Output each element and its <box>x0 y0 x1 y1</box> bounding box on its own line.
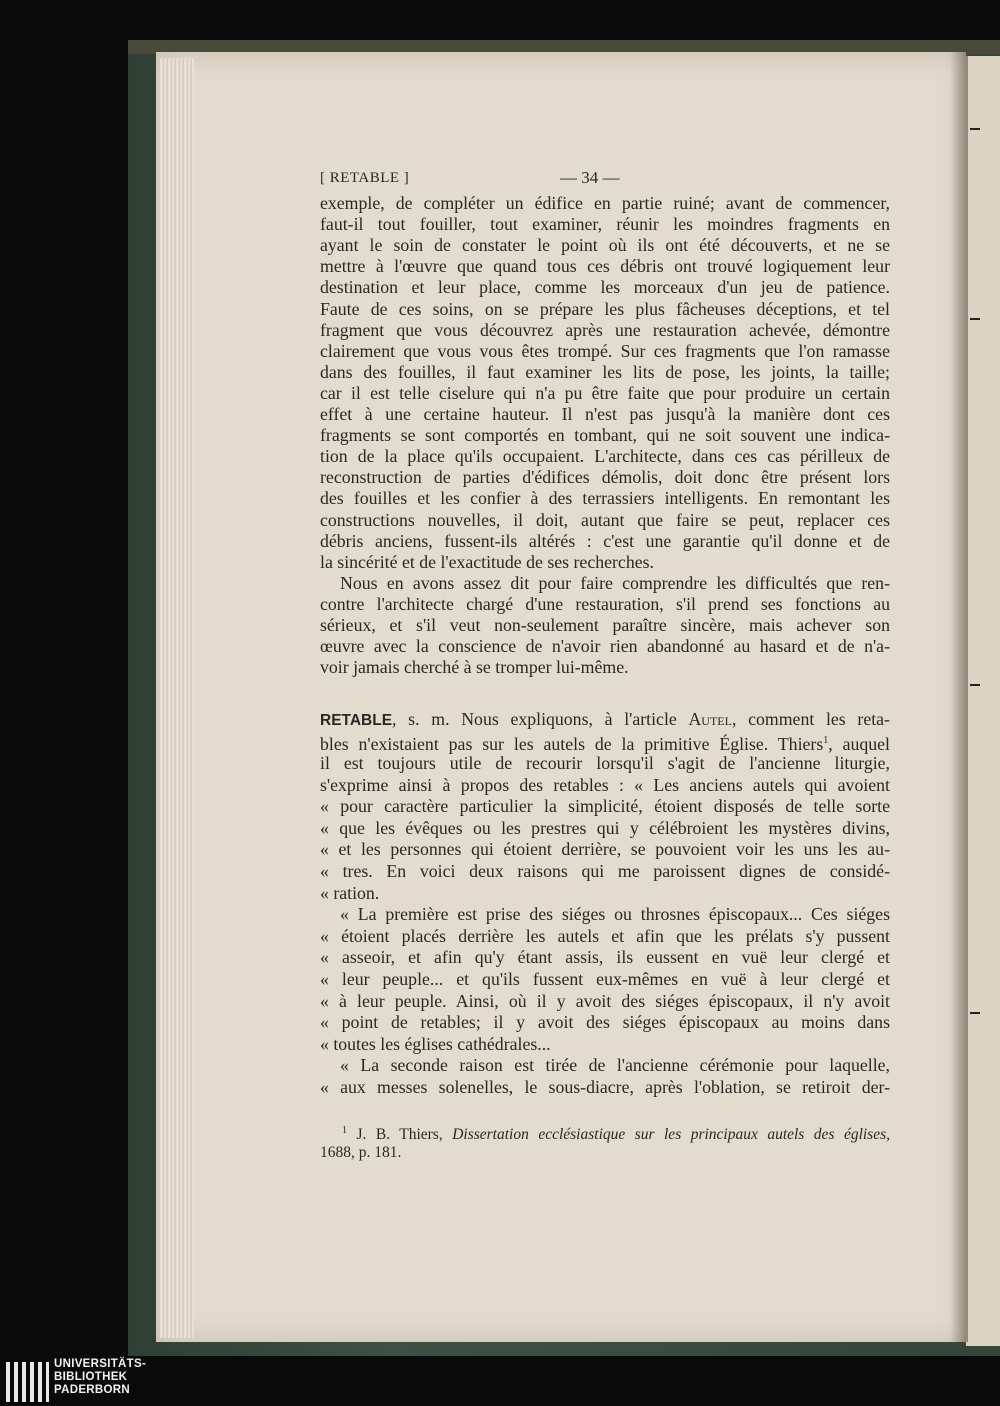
page-number: — 34 — <box>560 168 620 187</box>
text-line: « et les personnes qui étoient derrière, se pouvoient voir les uns les au- <box>320 839 890 860</box>
text-line: destination et leur place, comme les morceaux d'un jeu de patience. <box>320 277 890 298</box>
facing-page <box>966 56 1000 1346</box>
text-line: des fouilles et les confier à des terrassiers intelligents. En remontant les <box>320 488 890 509</box>
text-line: sérieux, et s'il veut non-seulement paraître sincère, mais achever son <box>320 615 890 635</box>
text-line: « ration. <box>320 882 380 903</box>
text-line: Faute de ces soins, on se prépare les plus fâcheuses déceptions, et tel <box>320 298 890 319</box>
text-line: « pour caractère particulier la simplicité, étoient disposés de telle sorte <box>320 796 890 817</box>
logo-line-2: BIBLIOTHEK <box>54 1371 128 1383</box>
logo-text <box>54 1358 146 1397</box>
text-line: effet à une certaine hauteur. Il n'est pas jusqu'à la manière dont ces <box>320 404 890 424</box>
text-line: « tres. En voici deux raisons qui me paroissent dignes de considé- <box>320 861 890 881</box>
text-line: dans des fouilles, il faut examiner les lits de pose, les joints, la taille; <box>320 361 890 382</box>
text-line: reconstruction de parties d'édifices démolis, doit donc être présent lors <box>320 467 890 488</box>
text-line: la sincérité et de l'exactitude de ses recherches. <box>320 551 654 572</box>
entry-text: , auquel <box>828 733 890 754</box>
text-line: fragment que vous découvrez après une restauration achevée, démontre <box>320 319 890 340</box>
entry-text: , s. m. Nous expliquons, à l'article <box>392 709 689 729</box>
text-line: contre l'architecte chargé d'une restauration, s'il prend ses fonctions au <box>320 593 890 614</box>
text-line: « leur peuple... et qu'ils fussent eux-mêmes en vuë à leur clergé et <box>320 969 890 989</box>
text-line: exemple, de compléter un édifice en partie ruiné; avant de commencer, <box>320 193 890 213</box>
text-line: s'exprime ainsi à propos des retables : « Les anciens autels qui avoient <box>320 774 890 795</box>
text-line: « que les évêques ou les prestres qui y célébroient les mystères divins, <box>320 817 890 838</box>
gutter-shadow <box>950 52 968 1342</box>
text-line: ayant le soin de constater le point où ils ont été découverts, et ne se <box>320 235 890 256</box>
logo-bars-icon <box>6 1362 50 1402</box>
entry-second-line <box>320 730 890 752</box>
entry-text: , comment les reta- <box>731 709 890 729</box>
text-line: débris anciens, fussent-ils altérés : c'est une garantie qu'il donne et de <box>320 530 890 551</box>
library-logo <box>0 1356 1000 1406</box>
text-line: Nous en avons assez dit pour faire comprendre les difficultés que ren- <box>340 572 890 593</box>
cross-reference[interactable]: Autel <box>688 709 732 729</box>
logo-line-3: PADERBORN <box>54 1384 130 1396</box>
text-line: tion de la place qu'ils occupaient. L'architecte, dans ces cas périlleux de <box>320 446 890 467</box>
text-line: car il est telle ciselure qui n'a pu être faite que pour produire un certain <box>320 382 890 403</box>
footnote-marker: 1 <box>342 1125 347 1136</box>
text-line: voir jamais cherché à se tromper lui-même. <box>320 657 629 678</box>
entry-headword: RETABLE <box>320 712 393 729</box>
text-line: faut-il tout fouiller, tout examiner, réunir les moindres fragments en <box>320 214 890 235</box>
text-line: « à leur peuple. Ainsi, où il y avoit des siéges épiscopaux, il n'y avoit <box>320 990 890 1011</box>
page-edges <box>160 58 194 1338</box>
text-line: « La première est prise des siéges ou throsnes épiscopaux... Ces siéges <box>340 904 890 925</box>
entry-first-line <box>320 708 890 730</box>
text-line: fragments se sont comportés en tombant, qui ne soit souvent une indica- <box>320 425 890 446</box>
text-line: « La seconde raison est tirée de l'ancienne cérémonie pour laquelle, <box>340 1055 890 1076</box>
footnote <box>320 1120 890 1142</box>
text-line: il est toujours utile de recourir lorsqu'il s'agit de l'ancienne liturgie, <box>320 753 890 773</box>
text-line: « point de retables; il y avoit des siéges épiscopaux au moins dans <box>320 1012 890 1033</box>
text-line: mettre à l'œuvre que quand tous ces débris ont trouvé logiquement leur <box>320 256 890 277</box>
running-head-section: [ RETABLE ] <box>320 170 410 186</box>
entry-text: bles n'existaient pas sur les autels de la primitive Église. Thiers <box>320 733 824 754</box>
text-line: constructions nouvelles, il doit, autant que faire se peut, replacer ces <box>320 509 890 530</box>
footnote-title: Dissertation ecclésiastique sur les principaux autels des églises, <box>452 1126 890 1144</box>
footnote-reference[interactable]: 1 <box>823 735 829 746</box>
running-head <box>320 168 890 192</box>
text-line: « toutes les églises cathédrales... <box>320 1033 551 1054</box>
footnote-year-page: 1688, p. 181. <box>320 1144 402 1161</box>
text-line: clairement que vous vous êtes trompé. Sur ces fragments que l'on ramasse <box>320 340 890 361</box>
text-line: « aux messes solenelles, le sous-diacre, après l'oblation, se retiroit der- <box>320 1077 890 1097</box>
text-line: « asseoir, et afin qu'y étant assis, ils eussent en vuë leur clergé et <box>320 947 890 968</box>
footnote-author: J. B. Thiers, <box>356 1126 443 1144</box>
text-line: « étoient placés derrière les autels et afin que les prélats s'y pussent <box>320 925 890 946</box>
text-line: œuvre avec la conscience de n'avoir rien abandonné au hasard et de n'a- <box>320 636 890 657</box>
logo-line-1: UNIVERSITÄTS- <box>54 1358 147 1370</box>
footnote-continued <box>320 1142 890 1164</box>
